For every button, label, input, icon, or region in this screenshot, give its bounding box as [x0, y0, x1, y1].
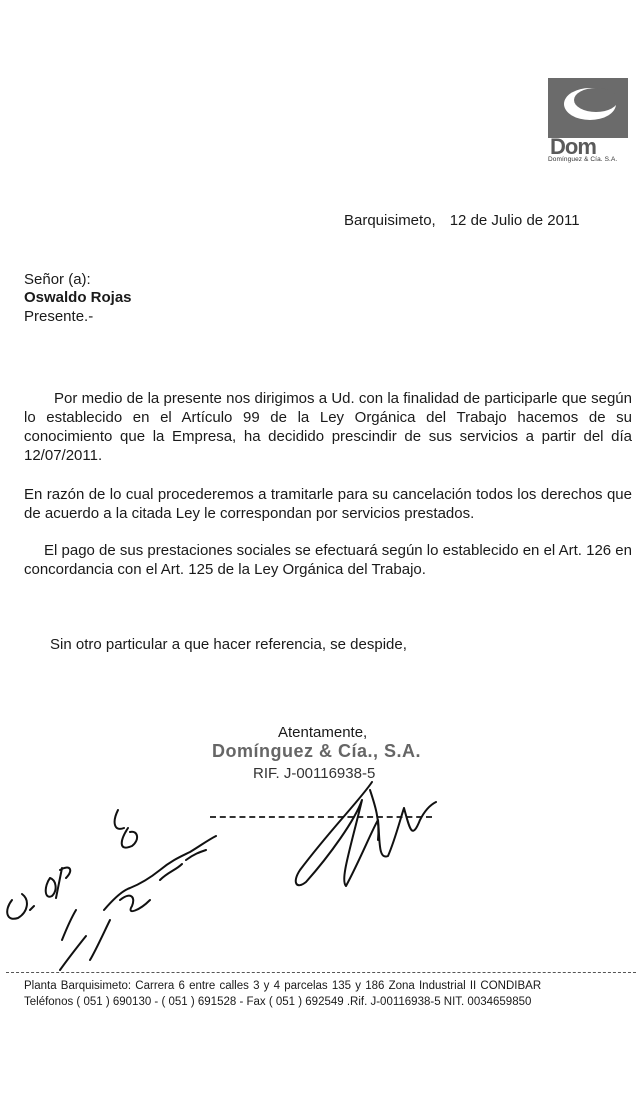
- footer-address: Planta Barquisimeto: Carrera 6 entre calles 3 y 4 parcelas 135 y 186 Zona Industrial II CONDIBAR: [24, 980, 542, 992]
- closing-line: Sin otro particular a que hacer referencia, se despide,: [50, 636, 407, 653]
- footer-divider: [6, 972, 636, 973]
- stamp-rif: RIF. J-00116938-5: [253, 765, 376, 782]
- company-stamp: Domínguez & Cía., S.A.: [212, 741, 422, 761]
- letter-date: [344, 212, 580, 229]
- logo-wordmark: Dom: [550, 134, 596, 159]
- salutation: Señor (a):: [24, 271, 91, 288]
- body-paragraph-1: Por medio de la presente nos dirigimos a Ud. con la finalidad de participarle que según lo establecido en el Artículo 99 de la Ley Orgánica del Trabajo hacemos de su conocimiento que la Empresa, ha decidido prescindir de sus servicios a partir del día 12/07/2011.: [24, 390, 632, 464]
- body-paragraph-3: El pago de sus prestaciones sociales se efectuará según lo establecido en el Art. 126 en concordancia con el Art. 125 de la Ley Orgánica del Trabajo.: [24, 542, 632, 578]
- footer-contact: Teléfonos ( 051 ) 690130 - ( 051 ) 691528 - Fax ( 051 ) 692549 .Rif. J-00116938-5 NIT. 0034659850: [24, 996, 532, 1008]
- recipient-signature-2: [90, 810, 216, 960]
- date-city: Barquisimeto,: [344, 212, 436, 229]
- atentamente: Atentamente,: [278, 724, 368, 741]
- company-logo: [548, 78, 628, 168]
- company-caption: Domínguez & Cía. S.A.: [548, 156, 618, 163]
- body-paragraph-2: En razón de lo cual procederemos a tramitarle para su cancelación todos los derechos que de acuerdo a la citada Ley le correspondan por servicios prestados.: [24, 486, 632, 522]
- recipient-name: Oswaldo Rojas: [24, 289, 132, 306]
- handwritten-signatures: [0, 760, 640, 980]
- recipient-signature-1: [7, 868, 70, 919]
- manager-signature: [296, 782, 436, 886]
- presente-line: Presente.-: [24, 308, 94, 325]
- date-value: 12 de Julio de 2011: [449, 212, 580, 229]
